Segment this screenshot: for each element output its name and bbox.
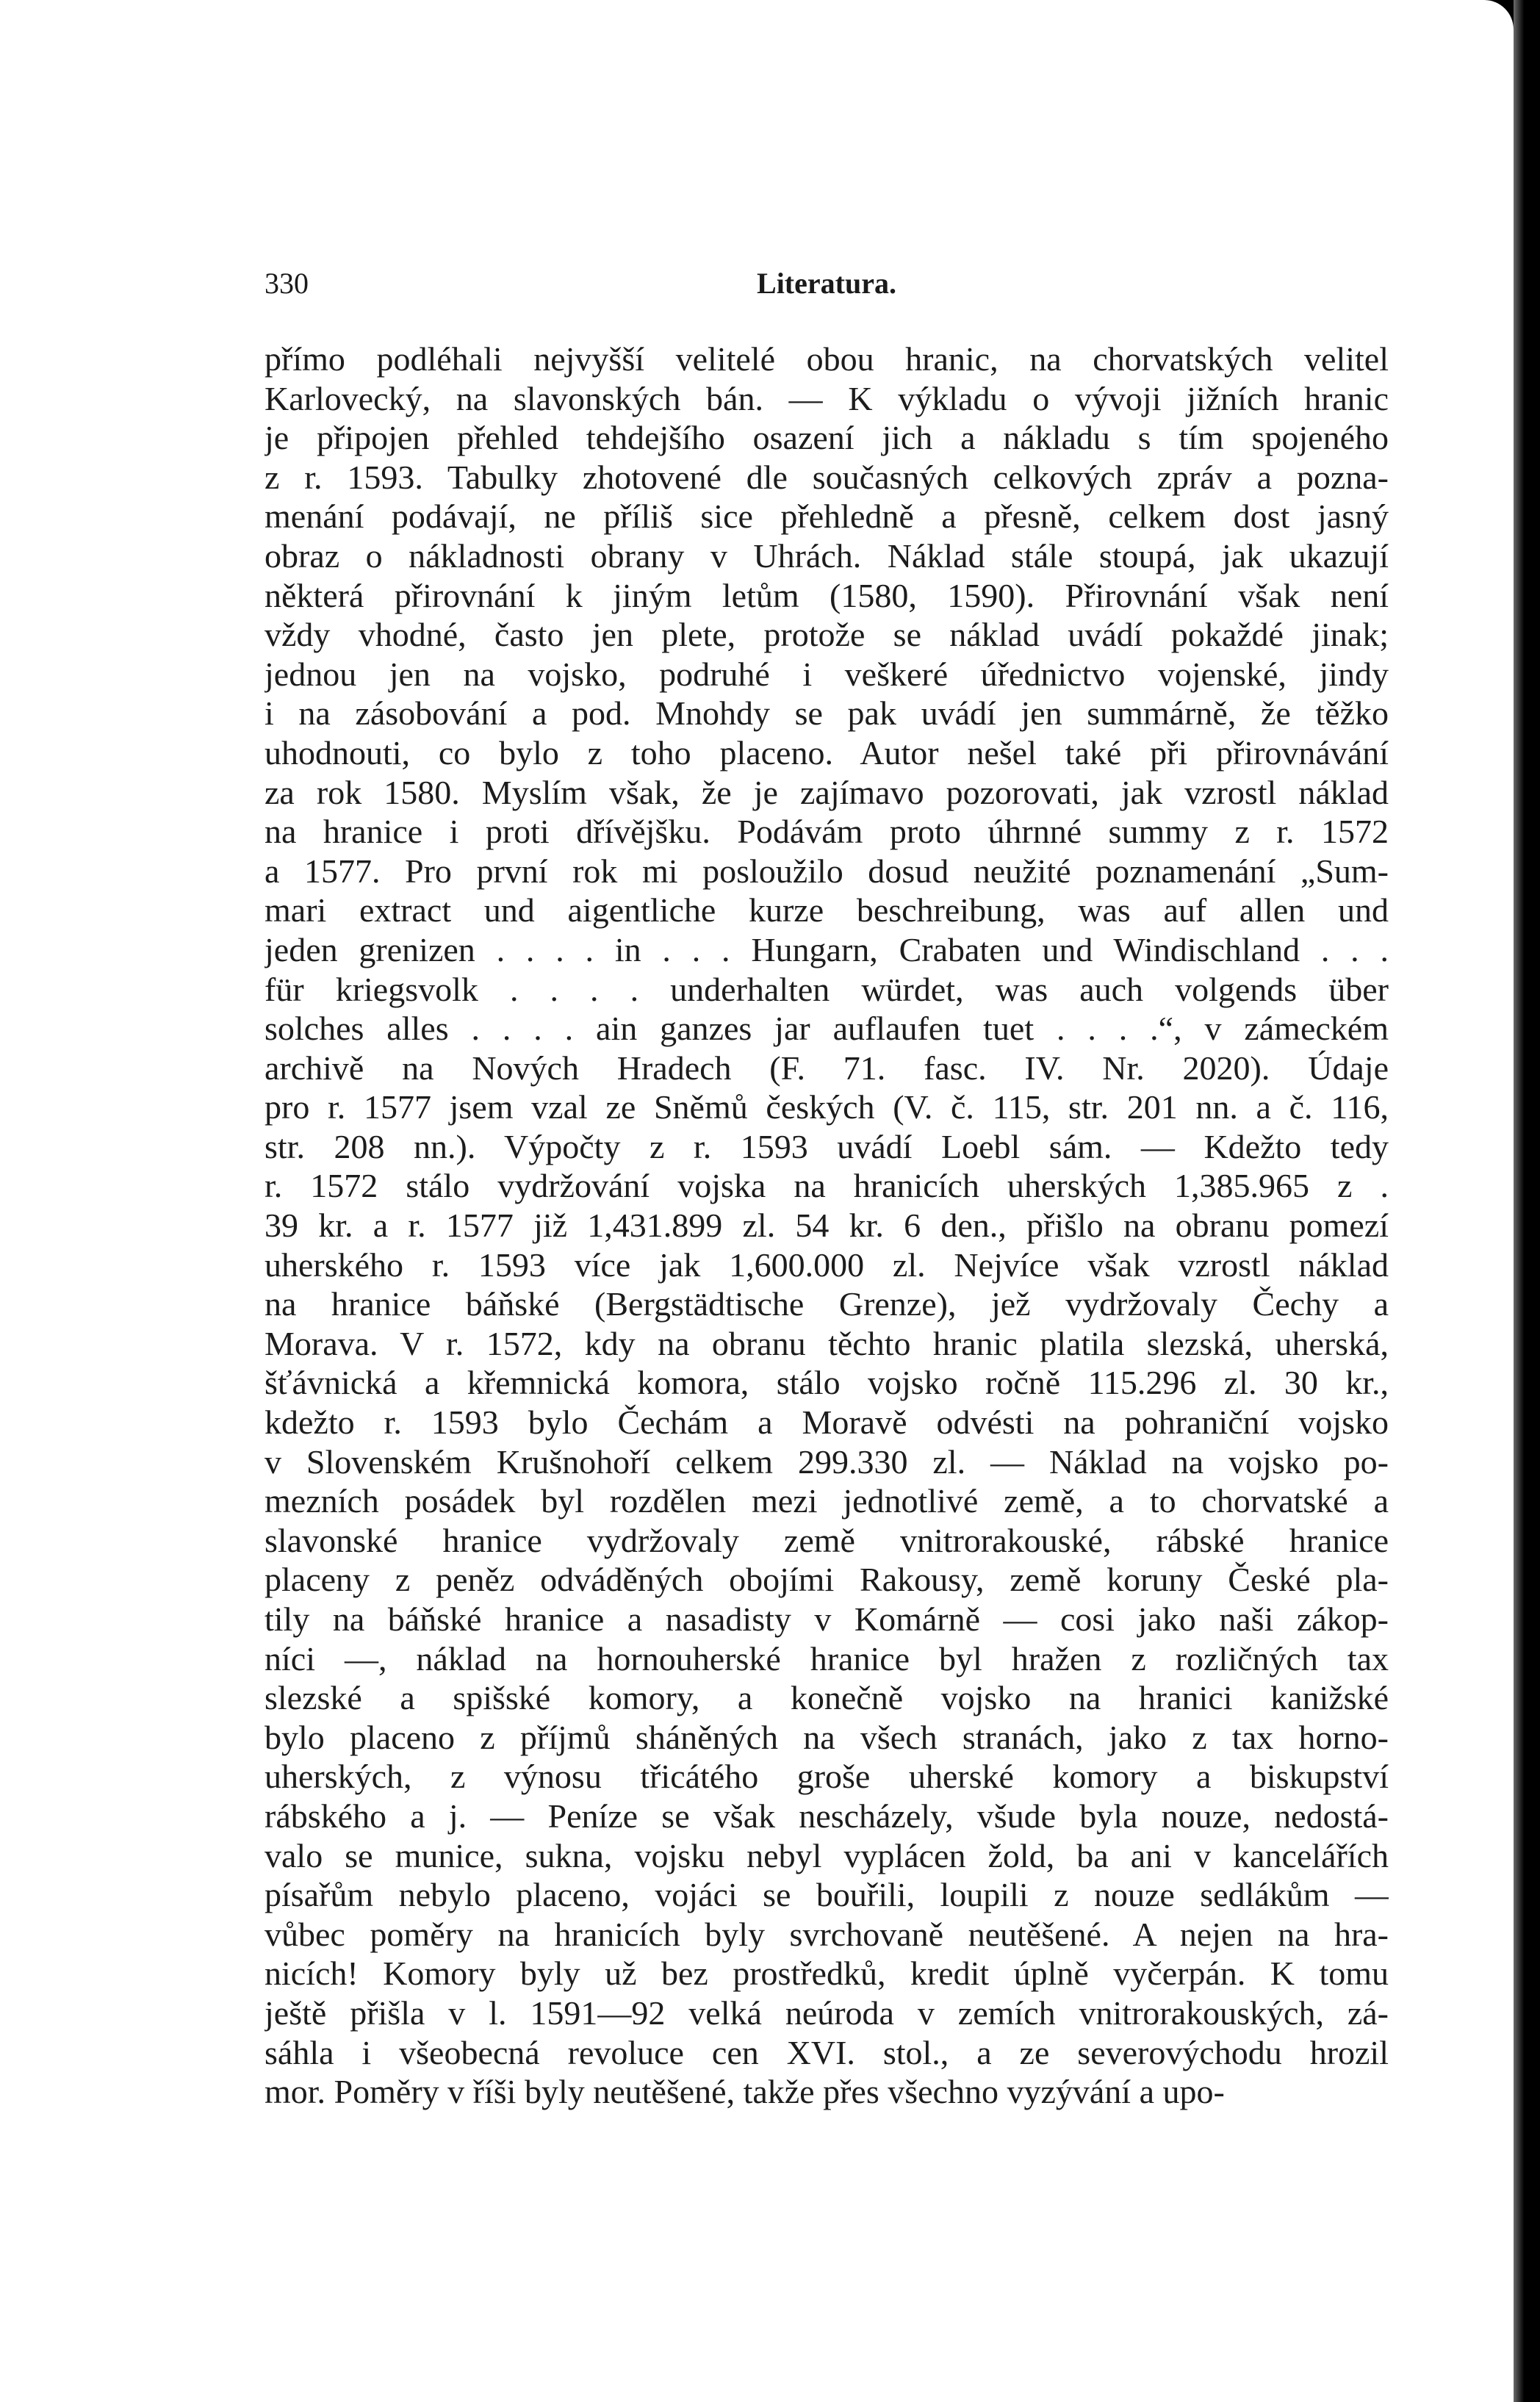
text-line: rábského a j. — Peníze se však nescházely, všude byla nouze, nedostá-	[265, 1797, 1389, 1835]
text-line: na hranice báňské (Bergstädtische Grenze), jež vydržovaly Čechy a	[265, 1285, 1389, 1323]
text-line: sáhla i všeobecná revoluce cen XVI. stol., a ze severovýchodu hrozil	[265, 2033, 1389, 2071]
text-line: nicích! Komory byly už bez prostředků, kredit úplně vyčerpán. K tomu	[265, 1955, 1389, 1993]
text-line: r. 1572 stálo vydržování vojska na hranicích uherských 1,385.965 z .	[265, 1167, 1389, 1205]
text-line: placeny z peněz odváděných obojími Rakousy, země koruny České pla-	[265, 1561, 1389, 1599]
text-line: z r. 1593. Tabulky zhotovené dle současných celkových zpráv a pozna-	[265, 458, 1389, 496]
text-line: slavonské hranice vydržovaly země vnitrorakouské, rábské hranice	[265, 1521, 1389, 1559]
text-line: uherských, z výnosu třicátého groše uherské komory a biskupství	[265, 1758, 1389, 1796]
text-line: přímo podléhali nejvyšší velitelé obou hranic, na chorvatských velitel	[265, 340, 1389, 378]
text-line: šťávnická a křemnická komora, stálo vojsko ročně 115.296 zl. 30 kr.,	[265, 1364, 1389, 1402]
text-line: slezské a spišské komory, a konečně vojsko na hranici kanižské	[265, 1679, 1389, 1717]
text-line: vůbec poměry na hranicích byly svrchovaně neutěšené. A nejen na hra-	[265, 1915, 1389, 1953]
text-line: bylo placeno z příjmů sháněných na všech stranách, jako z tax horno-	[265, 1718, 1389, 1756]
text-line: für kriegsvolk . . . . underhalten würdet, was auch volgends über	[265, 970, 1389, 1008]
text-line: kdežto r. 1593 bylo Čechám a Moravě odvésti na pohraniční vojsko	[265, 1403, 1389, 1442]
running-title: Literatura.	[757, 267, 896, 300]
text-line: mezních posádek byl rozdělen mezi jednotlivé země, a to chorvatské a	[265, 1482, 1389, 1520]
text-line: str. 208 nn.). Výpočty z r. 1593 uvádí Loebl sám. — Kdežto tedy	[265, 1127, 1389, 1165]
text-line: je připojen přehled tehdejšího osazení jich a nákladu s tím spojeného	[265, 419, 1389, 457]
text-line: menání podávají, ne příliš sice přehledně a přesně, celkem dost jasný	[265, 497, 1389, 536]
body-text	[265, 339, 1389, 2112]
text-line: uherského r. 1593 více jak 1,600.000 zl. Nejvíce však vzrostl náklad	[265, 1245, 1389, 1284]
text-line: 39 kr. a r. 1577 již 1,431.899 zl. 54 kr. 6 den., přišlo na obranu pomezí	[265, 1207, 1389, 1245]
text-line: níci —, náklad na hornouherské hranice byl hražen z rozličných tax	[265, 1639, 1389, 1678]
text-line: mor. Poměry v říši byly neutěšené, takže přes všechno vyzývání a upo-	[265, 2073, 1225, 2111]
text-line: uhodnouti, co bylo z toho placeno. Autor nešel také při přirovnávání	[265, 733, 1389, 772]
text-line: některá přirovnání k jiným letům (1580, 1590). Přirovnání však není	[265, 576, 1389, 614]
text-line: pro r. 1577 jsem vzal ze Sněmů českých (V. č. 115, str. 201 nn. a č. 116,	[265, 1088, 1389, 1126]
page-header	[265, 266, 1389, 303]
text-line: tily na báňské hranice a nasadisty v Komárně — cosi jako naši zákop-	[265, 1600, 1389, 1638]
text-line: valo se munice, sukna, vojsku nebyl vyplácen žold, ba ani v kancelářích	[265, 1836, 1389, 1874]
text-line: solches alles . . . . ain ganzes jar auflaufen tuet . . . .“, v zámeckém	[265, 1010, 1389, 1048]
page-number: 330	[265, 267, 309, 300]
text-line: mari extract und aigentliche kurze beschreibung, was auf allen und	[265, 891, 1389, 929]
text-line: ještě přišla v l. 1591—92 velká neúroda v zemích vnitrorakouských, zá-	[265, 1993, 1389, 2032]
text-line: archivě na Nových Hradech (F. 71. fasc. IV. Nr. 2020). Údaje	[265, 1049, 1389, 1087]
text-line: za rok 1580. Myslím však, že je zajímavo pozorovati, jak vzrostl náklad	[265, 773, 1389, 811]
text-line: jeden grenizen . . . . in . . . Hungarn, Crabaten und Windischland . . .	[265, 930, 1389, 968]
text-line: v Slovenském Krušnohoří celkem 299.330 zl. — Náklad na vojsko po-	[265, 1442, 1389, 1481]
text-line: na hranice i proti dřívějšku. Podávám proto úhrnné summy z r. 1572	[265, 813, 1389, 851]
text-line: obraz o nákladnosti obrany v Uhrách. Náklad stále stoupá, jak ukazují	[265, 536, 1389, 575]
text-line: písařům nebylo placeno, vojáci se bouřili, loupili z nouze sedlákům —	[265, 1876, 1389, 1914]
page-edge-shadow	[1514, 0, 1540, 2402]
text-line: jednou jen na vojsko, podruhé i veškeré úřednictvo vojenské, jindy	[265, 655, 1389, 693]
text-line: i na zásobování a pod. Mnohdy se pak uvádí jen summárně, že těžko	[265, 694, 1389, 733]
text-line: Morava. V r. 1572, kdy na obranu těchto hranic platila slezská, uherská,	[265, 1324, 1389, 1362]
text-line: vždy vhodné, často jen plete, protože se náklad uvádí pokaždé jinak;	[265, 616, 1389, 654]
text-line: Karlovecký, na slavonských bán. — K výkladu o vývoji jižních hranic	[265, 379, 1389, 417]
text-line: a 1577. Pro první rok mi posloužilo dosud neužité poznamenání „Sum-	[265, 852, 1389, 890]
